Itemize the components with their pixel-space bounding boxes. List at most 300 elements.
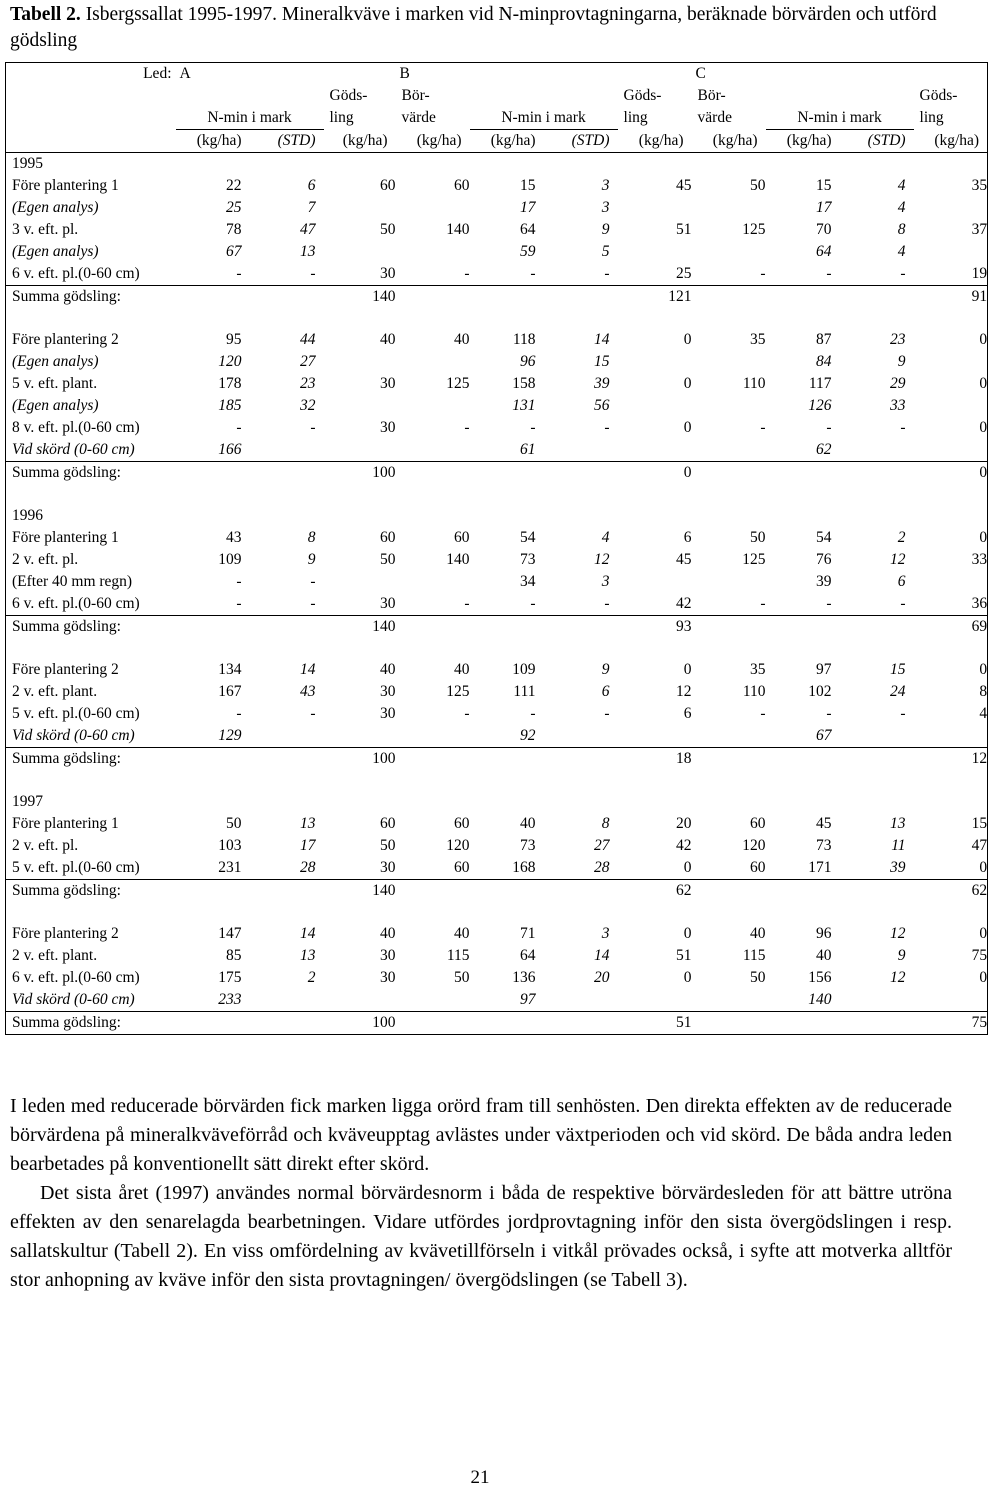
- year-row: [6, 791, 988, 813]
- table-cell: -: [530, 595, 536, 612]
- table-cell: 30: [380, 375, 396, 392]
- table-cell: 96: [816, 925, 832, 942]
- table-cell: 7: [307, 199, 316, 216]
- bor-header-c-2: värde: [697, 109, 732, 127]
- table-cell: 60: [454, 177, 470, 194]
- table-cell: 125: [742, 551, 766, 568]
- row-label: 5 v. eft. pl.(0-60 cm): [12, 859, 140, 876]
- table-row: [6, 439, 988, 462]
- table-cell: [396, 989, 470, 1012]
- table-cell: 120: [446, 837, 470, 854]
- table-cell: 15: [816, 177, 832, 194]
- table-cell: 60: [750, 815, 766, 832]
- table-cell: [692, 571, 766, 593]
- bor-header-b-2: värde: [401, 109, 436, 127]
- table-row: [6, 571, 988, 593]
- sum-label: Summa gödsling:: [6, 286, 176, 309]
- row-label: 2 v. eft. pl.: [12, 837, 79, 854]
- table-cell: 28: [300, 859, 316, 876]
- table-cell: [396, 241, 470, 263]
- sum-value: 140: [324, 286, 396, 309]
- table-row: [6, 945, 988, 967]
- table-cell: -: [310, 573, 316, 590]
- paragraph-1: I leden med reducerade börvärden fick marken ligga orörd fram till senhösten. Den direkta effekten av de reducerade börvärdena på mineralkväveförråd och kväveupptag avlästes under växtperioden och vid skörd. De båda andra leden bearbetades på konventionellt sätt direkt efter skörd.: [10, 1095, 952, 1175]
- table-row: [6, 659, 988, 681]
- sum-label: Summa gödsling:: [6, 462, 176, 485]
- table-cell: 67: [816, 727, 832, 744]
- table-cell: 19: [914, 263, 988, 286]
- sum-row: [6, 616, 988, 639]
- row-label: Vid skörd (0-60 cm): [12, 727, 135, 744]
- table-cell: 15: [890, 661, 906, 678]
- table-cell: 117: [808, 375, 832, 392]
- table-cell: [618, 439, 692, 462]
- table-cell: -: [464, 705, 470, 722]
- spacer-row: [6, 308, 988, 329]
- table-cell: [914, 351, 988, 373]
- unit-header: (kg/ha): [490, 132, 536, 149]
- table-caption-text: Isbergssallat 1995-1997. Mineralkväve i marken vid N-minprovtagningarna, beräknade börvärden och utförd gödsling: [10, 4, 937, 51]
- table-cell: 0: [683, 331, 692, 348]
- table-cell: 13: [300, 243, 316, 260]
- table-cell: 73: [520, 837, 536, 854]
- table-row: [6, 197, 988, 219]
- table-cell: 50: [750, 529, 766, 546]
- table-cell: 60: [750, 859, 766, 876]
- sum-label: Summa gödsling:: [6, 880, 176, 903]
- table-cell: 115: [446, 947, 470, 964]
- table-cell: 35: [750, 331, 766, 348]
- table-cell: [840, 439, 914, 462]
- sum-value: 91: [914, 286, 988, 309]
- table-cell: 30: [380, 947, 396, 964]
- table-cell: -: [310, 265, 316, 282]
- table-cell: 12: [890, 969, 906, 986]
- table-cell: 64: [520, 947, 536, 964]
- spacer-row: [6, 770, 988, 791]
- spacer-cell: [6, 638, 988, 659]
- empty-cell: [176, 462, 250, 485]
- table-cell: 84: [816, 353, 832, 370]
- table-cell: [250, 725, 324, 748]
- table-cell: 60: [380, 177, 396, 194]
- table-cell: 168: [512, 859, 536, 876]
- table-cell: 0: [979, 969, 988, 986]
- gods-header-b: Göds-: [623, 87, 662, 104]
- row-label: Vid skörd (0-60 cm): [12, 991, 135, 1008]
- table-cell: 178: [218, 375, 242, 392]
- table-cell: 44: [300, 331, 316, 348]
- table-cell: -: [236, 419, 242, 436]
- table-cell: -: [530, 265, 536, 282]
- table-cell: 47: [971, 837, 988, 854]
- table-cell: 50: [380, 221, 396, 238]
- table-cell: 50: [380, 837, 396, 854]
- table-cell: 20: [676, 815, 692, 832]
- table-cell: -: [760, 265, 766, 282]
- row-label: 5 v. eft. pl.(0-60 cm): [12, 705, 140, 722]
- empty-cell: [396, 286, 470, 309]
- table-cell: 27: [300, 353, 316, 370]
- table-cell: 61: [520, 441, 536, 458]
- table-cell: 40: [520, 815, 536, 832]
- table-cell: 39: [890, 859, 906, 876]
- table-cell: 47: [300, 221, 316, 238]
- table-cell: -: [900, 419, 906, 436]
- table-cell: 3: [601, 573, 610, 590]
- group-b-header: B: [399, 65, 410, 82]
- spacer-cell: [6, 770, 988, 791]
- row-label: (Egen analys): [12, 199, 99, 216]
- table-cell: 102: [808, 683, 832, 700]
- table-cell: 50: [226, 815, 242, 832]
- std-header: (STD): [277, 132, 316, 149]
- table-cell: 43: [300, 683, 316, 700]
- year-row: [6, 153, 988, 176]
- table-cell: [692, 395, 766, 417]
- table-cell: 30: [324, 857, 396, 880]
- table-cell: [396, 725, 470, 748]
- table-cell: 50: [454, 969, 470, 986]
- table-cell: 6: [307, 177, 316, 194]
- table-cell: 8: [601, 815, 610, 832]
- table-cell: 109: [218, 551, 242, 568]
- empty-cell: [692, 286, 766, 309]
- empty-cell: [250, 1012, 324, 1035]
- table-cell: 15: [594, 353, 610, 370]
- table-row: [6, 263, 988, 286]
- table-cell: -: [900, 265, 906, 282]
- table-cell: 2: [897, 529, 906, 546]
- table-cell: 120: [218, 353, 242, 370]
- table-cell: 0: [683, 969, 692, 986]
- table-cell: 25: [226, 199, 242, 216]
- row-label: 6 v. eft. pl.(0-60 cm): [12, 595, 140, 612]
- table-cell: 64: [816, 243, 832, 260]
- table-row: [6, 813, 988, 835]
- table-cell: 4: [897, 199, 906, 216]
- table-cell: -: [760, 419, 766, 436]
- row-label: 2 v. eft. pl.: [12, 551, 79, 568]
- table-cell: -: [604, 419, 610, 436]
- table-cell: 147: [218, 925, 242, 942]
- table-cell: 54: [520, 529, 536, 546]
- spacer-row: [6, 638, 988, 659]
- sum-value: 93: [618, 616, 692, 639]
- table-cell: 30: [324, 593, 396, 616]
- empty-cell: [176, 286, 250, 309]
- table-cell: [396, 351, 470, 373]
- std-header: (STD): [571, 132, 610, 149]
- table-cell: -: [900, 595, 906, 612]
- table-row: [6, 857, 988, 880]
- table-cell: 23: [300, 375, 316, 392]
- table-cell: [324, 197, 396, 219]
- table-cell: 45: [676, 177, 692, 194]
- table-cell: [396, 439, 470, 462]
- unit-header: (kg/ha): [786, 132, 832, 149]
- table-cell: 4: [601, 529, 610, 546]
- empty-cell: [766, 748, 840, 771]
- table-caption: [10, 2, 950, 54]
- table-cell: -: [530, 705, 536, 722]
- table-cell: 140: [446, 551, 470, 568]
- table-cell: 4: [897, 243, 906, 260]
- empty-cell: [766, 286, 840, 309]
- table-cell: 71: [520, 925, 536, 942]
- table-cell: 9: [307, 551, 316, 568]
- table-cell: 56: [594, 397, 610, 414]
- empty-cell: [396, 748, 470, 771]
- table-cell: 27: [594, 837, 610, 854]
- table-cell: [914, 989, 988, 1012]
- table-cell: 60: [380, 529, 396, 546]
- table-cell: 9: [601, 221, 610, 238]
- empty-cell: [544, 748, 618, 771]
- row-label: Vid skörd (0-60 cm): [12, 441, 135, 458]
- table-cell: -: [826, 419, 832, 436]
- table-cell: 0: [979, 661, 988, 678]
- empty-cell: [396, 462, 470, 485]
- row-label: 3 v. eft. pl.: [12, 221, 79, 238]
- table-cell: [618, 989, 692, 1012]
- table-cell: 6: [683, 529, 692, 546]
- table-cell: [396, 197, 470, 219]
- empty-cell: [544, 286, 618, 309]
- table-cell: -: [464, 419, 470, 436]
- table-row: [6, 373, 988, 395]
- sum-label: Summa gödsling:: [6, 748, 176, 771]
- table-cell: [840, 989, 914, 1012]
- table-cell: 60: [454, 815, 470, 832]
- table-cell: 125: [446, 375, 470, 392]
- table-cell: 110: [742, 683, 766, 700]
- empty-cell: [692, 1012, 766, 1035]
- empty-cell: [250, 880, 324, 903]
- empty-cell: [396, 1012, 470, 1035]
- empty-cell: [692, 880, 766, 903]
- empty-cell: [176, 616, 250, 639]
- sum-row: [6, 462, 988, 485]
- table-row: [6, 351, 988, 373]
- sum-row: [6, 286, 988, 309]
- table-cell: [324, 395, 396, 417]
- table-cell: 167: [218, 683, 242, 700]
- table-cell: [692, 989, 766, 1012]
- empty-cell: [840, 286, 914, 309]
- row-label: (Egen analys): [12, 397, 99, 414]
- table-cell: -: [826, 705, 832, 722]
- table-cell: 28: [594, 859, 610, 876]
- nmin-table: [5, 62, 988, 1035]
- table-cell: [544, 989, 618, 1012]
- table-caption-label: Tabell 2.: [10, 4, 81, 25]
- table-cell: 40: [380, 661, 396, 678]
- empty-cell: [470, 286, 544, 309]
- table-cell: 17: [816, 199, 832, 216]
- sum-value: 51: [618, 1012, 692, 1035]
- table-cell: 120: [742, 837, 766, 854]
- bor-header-c: Bör-: [697, 87, 726, 104]
- table-cell: [396, 571, 470, 593]
- table-cell: [544, 439, 618, 462]
- year-label: 1997: [12, 793, 43, 810]
- table-cell: 3: [601, 177, 610, 194]
- row-label: Före plantering 2: [12, 925, 119, 942]
- table-row: [6, 219, 988, 241]
- table-row: [6, 395, 988, 417]
- group-c-header: C: [695, 65, 706, 82]
- table-cell: 11: [891, 837, 906, 854]
- sum-value: 100: [324, 462, 396, 485]
- row-label: 6 v. eft. pl.(0-60 cm): [12, 969, 140, 986]
- table-cell: 64: [520, 221, 536, 238]
- table-cell: 50: [750, 177, 766, 194]
- table-cell: 24: [890, 683, 906, 700]
- table-cell: -: [760, 595, 766, 612]
- table-cell: 97: [520, 991, 536, 1008]
- empty-cell: [692, 462, 766, 485]
- empty-cell: [840, 462, 914, 485]
- empty-cell: [544, 616, 618, 639]
- table-cell: 12: [890, 551, 906, 568]
- table-cell: 15: [971, 815, 988, 832]
- table-cell: 109: [512, 661, 536, 678]
- row-label: 8 v. eft. pl.(0-60 cm): [12, 419, 140, 436]
- table-cell: 0: [979, 331, 988, 348]
- nmin-header-b: N-min i mark: [470, 107, 618, 130]
- table-cell: 95: [226, 331, 242, 348]
- row-label: Före plantering 2: [12, 331, 119, 348]
- nmin-header-c: N-min i mark: [766, 107, 914, 130]
- table-cell: 5: [601, 243, 610, 260]
- empty-cell: [766, 616, 840, 639]
- table-cell: -: [464, 595, 470, 612]
- empty-cell: [840, 1012, 914, 1035]
- sum-value: 121: [618, 286, 692, 309]
- table-cell: 158: [512, 375, 536, 392]
- empty-cell: [250, 286, 324, 309]
- table-cell: 59: [520, 243, 536, 260]
- sum-label: Summa gödsling:: [6, 1012, 176, 1035]
- table-cell: 131: [512, 397, 536, 414]
- table-cell: 40: [380, 925, 396, 942]
- sum-value: 18: [618, 748, 692, 771]
- table-cell: 134: [218, 661, 242, 678]
- unit-header: (kg/ha): [342, 131, 388, 149]
- table-cell: 32: [300, 397, 316, 414]
- table-cell: [618, 395, 692, 417]
- table-cell: -: [236, 573, 242, 590]
- table-cell: 13: [300, 947, 316, 964]
- empty-cell: [692, 748, 766, 771]
- table-cell: 12: [676, 683, 692, 700]
- sum-value: 12: [914, 748, 988, 771]
- gods-header-a: Göds-: [329, 87, 368, 104]
- table-cell: 78: [226, 221, 242, 238]
- table-cell: -: [236, 705, 242, 722]
- table-cell: 0: [683, 925, 692, 942]
- table-cell: 60: [380, 815, 396, 832]
- empty-cell: [250, 748, 324, 771]
- table-cell: -: [236, 595, 242, 612]
- table-cell: [618, 571, 692, 593]
- table-cell: 45: [816, 815, 832, 832]
- table-cell: [914, 571, 988, 593]
- year-row: [6, 505, 988, 527]
- empty-cell: [544, 880, 618, 903]
- row-label: (Efter 40 mm regn): [12, 573, 133, 590]
- table-cell: [324, 241, 396, 263]
- nmin-header-a: N-min i mark: [176, 107, 324, 130]
- table-cell: 40: [454, 331, 470, 348]
- sum-value: 140: [324, 880, 396, 903]
- table-cell: 45: [676, 551, 692, 568]
- table-row: [6, 725, 988, 748]
- table-row: [6, 329, 988, 351]
- table-cell: 13: [300, 815, 316, 832]
- empty-cell: [396, 616, 470, 639]
- table-cell: 233: [218, 991, 242, 1008]
- table-cell: -: [310, 419, 316, 436]
- empty-cell: [176, 748, 250, 771]
- table-row: [6, 241, 988, 263]
- table-row: [6, 549, 988, 571]
- table-cell: [692, 197, 766, 219]
- empty-cell: [176, 1012, 250, 1035]
- table-cell: 0: [683, 375, 692, 392]
- table-cell: 73: [816, 837, 832, 854]
- table-cell: [618, 351, 692, 373]
- sum-value: 100: [324, 1012, 396, 1035]
- table-cell: [840, 725, 914, 748]
- empty-cell: [766, 1012, 840, 1035]
- table-cell: 0: [914, 857, 988, 880]
- table-cell: 231: [218, 859, 242, 876]
- empty-cell: [470, 616, 544, 639]
- table-cell: 20: [594, 969, 610, 986]
- table-cell: 42: [676, 837, 692, 854]
- table-cell: 29: [890, 375, 906, 392]
- row-label: 6 v. eft. pl.(0-60 cm): [12, 265, 140, 282]
- table-cell: [618, 725, 692, 748]
- table-cell: 54: [816, 529, 832, 546]
- table-cell: 34: [520, 573, 536, 590]
- table-cell: 125: [446, 683, 470, 700]
- table-cell: 110: [742, 375, 766, 392]
- table-cell: 35: [971, 177, 988, 194]
- gods-header-c-2: ling: [919, 109, 944, 127]
- table-cell: 40: [816, 947, 832, 964]
- table-cell: 0: [683, 419, 692, 436]
- table-cell: 67: [226, 243, 242, 260]
- table-cell: 50: [380, 551, 396, 568]
- row-label: Före plantering 2: [12, 661, 119, 678]
- table-cell: 17: [300, 837, 316, 854]
- table-cell: 30: [380, 969, 396, 986]
- spacer-row: [6, 484, 988, 505]
- row-label: 5 v. eft. plant.: [12, 375, 98, 392]
- table-cell: 140: [446, 221, 470, 238]
- table-cell: [324, 989, 396, 1012]
- table-row: [6, 417, 988, 439]
- table-cell: 51: [676, 221, 692, 238]
- table-cell: 166: [218, 441, 242, 458]
- table-cell: 3: [601, 199, 610, 216]
- empty-cell: [766, 880, 840, 903]
- table-cell: -: [604, 595, 610, 612]
- table-cell: 25: [618, 263, 692, 286]
